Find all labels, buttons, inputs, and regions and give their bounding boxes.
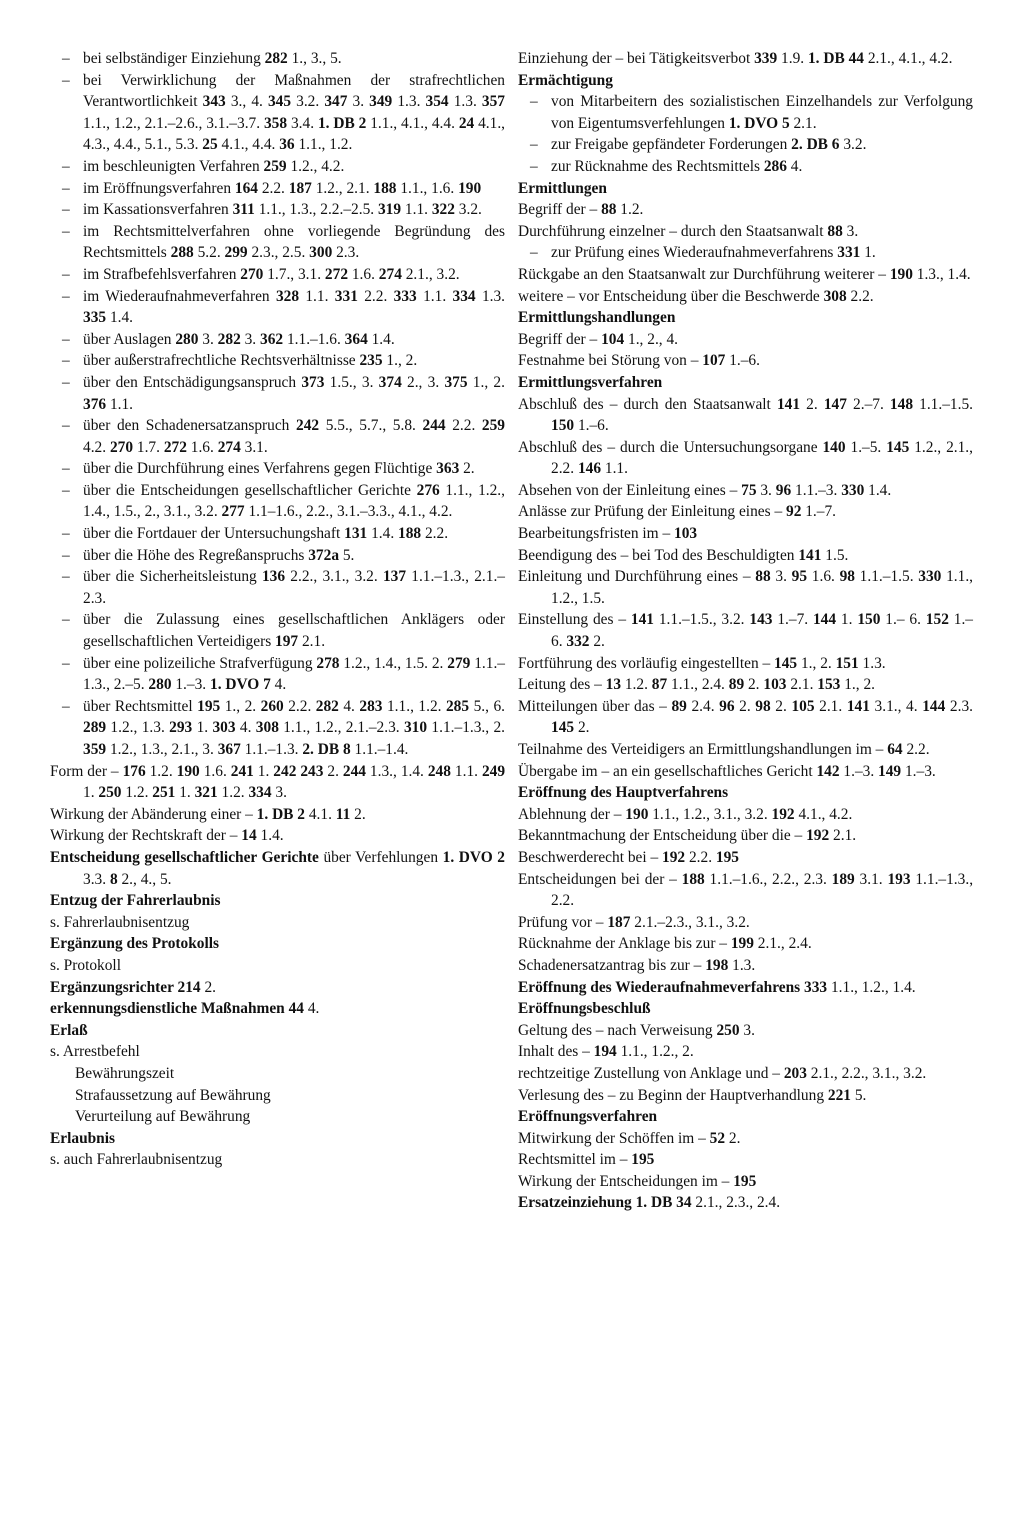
index-entry: Mitwirkung der Schöffen im – 52 2.	[518, 1129, 741, 1147]
index-entry: s. Arrestbefehl	[50, 1043, 140, 1061]
index-entry: s. Fahrerlaubnisentzug	[50, 913, 190, 931]
index-subentry: – zur Freigabe gepfändeter Forderungen 2. DB 6 3.2.	[518, 134, 973, 156]
index-entry: Entscheidungen bei der – 188 1.1.–1.6., 2.2., 2.3. 189 3.1. 193 1.1.–1.3., 2.2.	[518, 870, 974, 910]
index-heading: Ergänzung des Protokolls	[50, 935, 220, 953]
index-entry: Teilnahme des Verteidigers an Ermittlungshandlungen im – 64 2.2.	[518, 741, 930, 758]
index-subentry: – zur Rücknahme des Rechtsmittels 286 4.	[518, 156, 973, 178]
index-heading: Eröffnungsbeschluß	[518, 1000, 651, 1018]
index-heading: Ermittlungshandlungen	[518, 309, 676, 327]
index-heading: Erlaubnis	[50, 1129, 116, 1147]
index-entry: Abschluß des – durch die Untersuchungsorgane 140 1.–5. 145 1.2., 2.1., 2.2. 146 1.1.	[518, 438, 973, 478]
index-subentry: – im beschleunigten Verfahren 259 1.2., 4.2.	[50, 156, 505, 178]
index-subentry: – über die Zulassung eines gesellschaftlichen Anklägers oder gesellschaftlichen Verteidigers 197 2.1.	[50, 609, 505, 652]
index-entry: Einziehung der – bei Tätigkeitsverbot 339 1.9. 1. DB 44 2.1., 4.1., 4.2.	[518, 50, 953, 67]
index-entry: Wirkung der Abänderung einer – 1. DB 2 4.1. 11 2.	[50, 805, 366, 823]
index-entry: Einleitung und Durchführung eines – 88 3. 95 1.6. 98 1.1.–1.5. 330 1.1., 1.2., 1.5.	[518, 568, 974, 607]
index-entry: Festnahme bei Störung von – 107 1.–6.	[518, 352, 760, 370]
index-reference: Strafaussetzung auf Bewährung	[75, 1086, 271, 1104]
index-entry: Wirkung der Entscheidungen im – 195	[518, 1172, 757, 1190]
index-heading: Ermittlungen	[518, 179, 607, 197]
index-heading: Ermächtigung	[518, 71, 613, 89]
index-entry: Beendigung des – bei Tod des Beschuldigten 141 1.5.	[518, 546, 849, 564]
index-entry: weitere – vor Entscheidung über die Beschwerde 308 2.2.	[518, 287, 874, 305]
index-entry: s. Protokoll	[50, 956, 121, 974]
index-heading: Ermittlungsverfahren	[518, 373, 663, 391]
index-entry: Durchführung einzelner – durch den Staatsanwalt 88 3.	[518, 222, 859, 240]
index-subentry: – bei Verwirklichung der Maßnahmen der strafrechtlichen Verantwortlichkeit 343 3., 4. 345 3.2. 347 3. 349 1.3. 354 1.3. 357 1.1., 1.2., 2.1.–2.6., 3.1.–3.7. 358 3.4. 1. DB 2 1.1., 4.1., 4.4. 24 4.1., 4.3., 4.4., 5.1., 5.3. 25 4.1., 4.4. 36 1.1., 1.2.	[50, 70, 505, 156]
index-heading: Erlaß	[50, 1021, 88, 1039]
index-entry: Beschwerderecht bei – 192 2.2. 195	[518, 848, 739, 866]
index-entry: Prüfung vor – 187 2.1.–2.3., 3.1., 3.2.	[518, 913, 750, 931]
index-subentry: – über die Entscheidungen gesellschaftlicher Gerichte 276 1.1., 1.2., 1.4., 1.5., 2., 3.1., 3.2. 277 1.1–1.6., 2.2., 3.1.–3.3., 4.1., 4.2.	[50, 480, 505, 523]
index-entry: Anlässe zur Prüfung der Einleitung eines – 92 1.–7.	[518, 503, 837, 521]
index-entry: Ergänzungsrichter 214 2.	[50, 978, 217, 996]
index-reference: Bewährungszeit	[75, 1064, 175, 1082]
index-column-left	[50, 48, 505, 1171]
index-subentry: – über den Schadenersatzanspruch 242 5.5., 5.7., 5.8. 244 2.2. 259 4.2. 270 1.7. 272 1.6. 274 3.1.	[50, 415, 505, 458]
index-subentry: – über eine polizeiliche Strafverfügung 278 1.2., 1.4., 1.5. 2. 279 1.1.–1.3., 2.–5. 280 1.–3. 1. DVO 7 4.	[50, 653, 505, 696]
index-subentry: – im Rechtsmittelverfahren ohne vorliegende Begründung des Rechtsmittels 288 5.2. 299 2.3., 2.5. 300 2.3.	[50, 221, 505, 264]
index-subentry: – im Strafbefehlsverfahren 270 1.7., 3.1. 272 1.6. 274 2.1., 3.2.	[50, 264, 505, 286]
index-subentry: – über die Durchführung eines Verfahrens gegen Flüchtige 363 2.	[50, 458, 505, 480]
index-entry: Inhalt des – 194 1.1., 1.2., 2.	[518, 1043, 694, 1061]
index-entry: Schadenersatzantrag bis zur – 198 1.3.	[518, 956, 756, 974]
index-heading: Eröffnung des Hauptverfahrens	[518, 784, 729, 802]
index-entry: s. auch Fahrerlaubnisentzug	[50, 1151, 223, 1169]
index-heading: Entzug der Fahrerlaubnis	[50, 892, 221, 910]
index-entry: Einstellung des – 141 1.1.–1.5., 3.2. 143 1.–7. 144 1. 150 1.– 6. 152 1.– 6. 332 2.	[518, 611, 973, 651]
index-entry: rechtzeitige Zustellung von Anklage und – 203 2.1., 2.2., 3.1., 3.2.	[518, 1064, 927, 1082]
index-subentry: – über den Entschädigungsanspruch 373 1.5., 3. 374 2., 3. 375 1., 2. 376 1.1.	[50, 372, 505, 415]
index-entry: Begriff der – 104 1., 2., 4.	[518, 330, 679, 348]
index-entry: Rechtsmittel im – 195	[518, 1151, 655, 1169]
index-entry: Rücknahme der Anklage bis zur – 199 2.1., 2.4.	[518, 935, 812, 953]
index-column-right	[518, 48, 973, 1214]
index-subentry: – über die Höhe des Regreßanspruchs 372a 5.	[50, 545, 505, 567]
index-subentry: – zur Prüfung eines Wiederaufnahmeverfahrens 331 1.	[518, 242, 973, 264]
index-entry: Verlesung des – zu Beginn der Hauptverhandlung 221 5.	[518, 1086, 867, 1104]
index-entry: erkennungsdienstliche Maßnahmen 44 4.	[50, 1000, 320, 1018]
index-subentry: – von Mitarbeitern des sozialistischen Einzelhandels zur Verfolgung von Eigentumsverfehlungen 1. DVO 5 2.1.	[518, 91, 973, 134]
index-subentry: – über Auslagen 280 3. 282 3. 362 1.1.–1.6. 364 1.4.	[50, 329, 505, 351]
index-subentry: – im Kassationsverfahren 311 1.1., 1.3., 2.2.–2.5. 319 1.1. 322 3.2.	[50, 199, 505, 221]
index-entry: Übergabe im – an ein gesellschaftliches Gericht 142 1.–3. 149 1.–3.	[518, 762, 936, 780]
index-entry: Leitung des – 13 1.2. 87 1.1., 2.4. 89 2. 103 2.1. 153 1., 2.	[518, 676, 875, 694]
index-entry: Rückgabe an den Staatsanwalt zur Durchführung weiterer – 190 1.3., 1.4.	[518, 265, 971, 283]
index-entry: Fortführung des vorläufig eingestellten – 145 1., 2. 151 1.3.	[518, 654, 886, 672]
index-entry: Absehen von der Einleitung eines – 75 3. 96 1.1.–3. 330 1.4.	[518, 481, 892, 499]
index-subentry: – im Eröffnungsverfahren 164 2.2. 187 1.2., 2.1. 188 1.1., 1.6. 190	[50, 178, 505, 200]
index-subentry: – über die Sicherheitsleistung 136 2.2., 3.1., 3.2. 137 1.1.–1.3., 2.1.–2.3.	[50, 566, 505, 609]
index-entry: Bearbeitungsfristen im – 103	[518, 525, 698, 543]
index-entry: Geltung des – nach Verweisung 250 3.	[518, 1021, 755, 1039]
index-heading: Eröffnungsverfahren	[518, 1108, 658, 1126]
index-entry: Form der – 176 1.2. 190 1.6. 241 1. 242 243 2. 244 1.3., 1.4. 248 1.1. 249 1. 250 1.2. 251 1. 321 1.2. 334 3.	[50, 762, 506, 802]
index-entry: Ablehnung der – 190 1.1., 1.2., 3.1., 3.2. 192 4.1., 4.2.	[518, 805, 853, 823]
index-entry: Mitteilungen über das – 89 2.4. 96 2. 98 2. 105 2.1. 141 3.1., 4. 144 2.3. 145 2.	[518, 697, 973, 737]
index-entry: Abschluß des – durch den Staatsanwalt 141 2. 147 2.–7. 148 1.1.–1.5. 150 1.–6.	[518, 395, 973, 435]
index-entry: Entscheidung gesellschaftlicher Gerichte über Verfehlungen 1. DVO 2 3.3. 8 2., 4., 5.	[50, 848, 506, 888]
index-entry: Begriff der – 88 1.2.	[518, 201, 644, 219]
index-subentry: – im Wiederaufnahmeverfahren 328 1.1. 331 2.2. 333 1.1. 334 1.3. 335 1.4.	[50, 286, 505, 329]
index-entry: Eröffnung des Wiederaufnahmeverfahrens 333 1.1., 1.2., 1.4.	[518, 978, 916, 996]
index-subentry: – über Rechtsmittel 195 1., 2. 260 2.2. 282 4. 283 1.1., 1.2. 285 5., 6. 289 1.2., 1.3. 293 1. 303 4. 308 1.1., 1.2., 2.1.–2.3. 310 1.1.–1.3., 2. 359 1.2., 1.3., 2.1., 3. 367 1.1.–1.3. 2. DB 8 1.1.–1.4.	[50, 696, 505, 761]
index-entry: Wirkung der Rechtskraft der – 14 1.4.	[50, 827, 284, 845]
index-subentry: – über außerstrafrechtliche Rechtsverhältnisse 235 1., 2.	[50, 350, 505, 372]
index-entry: Bekanntmachung der Entscheidung über die – 192 2.1.	[518, 827, 857, 845]
index-subentry: – über die Fortdauer der Untersuchungshaft 131 1.4. 188 2.2.	[50, 523, 505, 545]
index-subentry: – bei selbständiger Einziehung 282 1., 3., 5.	[50, 48, 505, 70]
index-reference: Verurteilung auf Bewährung	[75, 1108, 251, 1126]
index-entry: Ersatzeinziehung 1. DB 34 2.1., 2.3., 2.4.	[518, 1194, 781, 1212]
